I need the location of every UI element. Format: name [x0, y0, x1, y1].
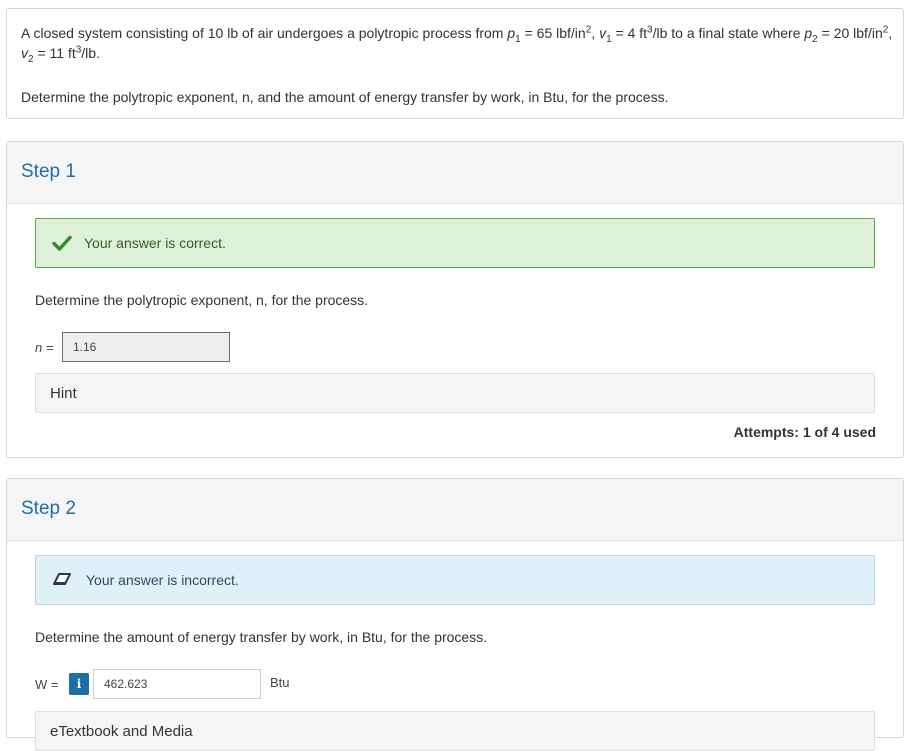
- p2-value: = 20 lbf/in: [817, 25, 883, 41]
- v2-value: = 11 ft: [33, 45, 76, 61]
- hint-label: Hint: [50, 385, 77, 402]
- step-2-answer-row: [35, 669, 355, 699]
- step-2-title: Step 2: [21, 498, 76, 519]
- question-panel: [6, 8, 904, 119]
- n-variable-label: n =: [35, 340, 54, 355]
- v1-exponent: 3: [647, 24, 653, 36]
- w-answer-field[interactable]: 462.623: [93, 669, 261, 699]
- step-1-feedback-text: Your answer is correct.: [84, 235, 226, 251]
- step-1-panel: [6, 141, 904, 458]
- w-variable-label: W =: [35, 677, 59, 692]
- question-prompt: Determine the polytropic exponent, n, and the amount of energy transfer by work, in Btu, for the process.: [21, 89, 669, 105]
- checkmark-icon: [52, 233, 72, 253]
- v2-exponent: 3: [75, 44, 82, 56]
- v2-symbol: v: [21, 45, 28, 61]
- p1-subscript: 1: [515, 33, 521, 45]
- v2-subscript: 2: [28, 53, 34, 65]
- v2-unit: /lb.: [81, 45, 100, 61]
- v1-value: = 4 ft: [611, 25, 648, 41]
- separator: ,: [888, 25, 893, 41]
- v1-symbol: v: [599, 25, 607, 41]
- step-2-question: Determine the amount of energy transfer by work, in Btu, for the process.: [35, 629, 488, 645]
- step-1-feedback-correct: [35, 218, 875, 268]
- question-text-part: A closed system consisting of 10 lb of air undergoes a polytropic process from: [21, 25, 508, 41]
- p1-exponent: 2: [585, 24, 592, 36]
- step-1-title: Step 1: [21, 161, 76, 182]
- step-2-header[interactable]: [7, 479, 903, 541]
- v1-unit: /lb to a final state where: [652, 25, 805, 41]
- separator: ,: [591, 25, 600, 41]
- p2-exponent: 2: [882, 24, 889, 36]
- etextbook-media-label: eTextbook and Media: [50, 723, 193, 740]
- etextbook-media-button[interactable]: [35, 711, 875, 751]
- p1-value: = 65 lbf/in: [520, 25, 586, 41]
- step-2-feedback-incorrect: [35, 555, 875, 605]
- attempts-counter: Attempts: 1 of 4 used: [733, 424, 876, 440]
- step-1-answer-row: [35, 332, 335, 362]
- question-statement: [21, 23, 893, 63]
- eraser-icon: [52, 570, 72, 590]
- step-2-panel: [6, 478, 904, 738]
- p1-symbol: p: [507, 25, 516, 41]
- step-1-question: Determine the polytropic exponent, n, for the process.: [35, 292, 369, 308]
- v1-subscript: 1: [606, 33, 612, 45]
- n-answer-field[interactable]: 1.16: [62, 332, 230, 362]
- p2-subscript: 2: [812, 33, 818, 45]
- step-2-feedback-text: Your answer is incorrect.: [86, 572, 239, 588]
- step-1-header[interactable]: [7, 142, 903, 204]
- p2-symbol: p: [804, 25, 813, 41]
- hint-button[interactable]: [35, 373, 875, 413]
- btu-unit-label: Btu: [270, 675, 290, 690]
- info-icon[interactable]: i: [69, 673, 89, 695]
